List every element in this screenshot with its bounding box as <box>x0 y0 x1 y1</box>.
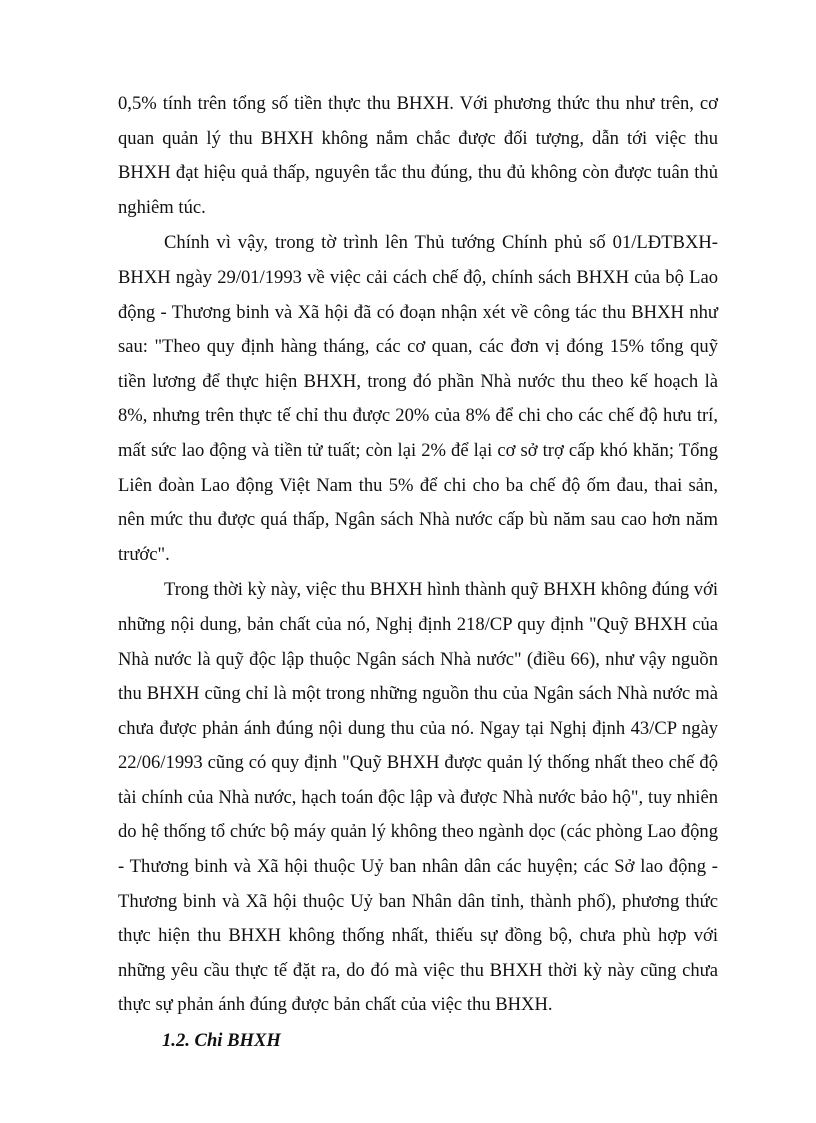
paragraph-1: 0,5% tính trên tổng số tiền thực thu BHXH. Với phương thức thu như trên, cơ quan quản lý thu BHXH không nắm chắc được đối tượng, dẫn tới việc thu BHXH đạt hiệu quả thấp, nguyên tắc thu đúng, thu đủ không còn được tuân thủ nghiêm túc. <box>118 93 718 218</box>
paragraph-3: Trong thời kỳ này, việc thu BHXH hình thành quỹ BHXH không đúng với những nội dung, bản chất của nó, Nghị định 218/CP quy định "Quỹ BHXH của Nhà nước là quỹ độc lập thuộc Ngân sách Nhà nước" (điều 66), như vậy nguồn thu BHXH cũng chỉ là một trong những nguồn thu của Ngân sách Nhà nước mà chưa được phản ánh đúng nội dung thu của nó. Ngay tại Nghị định 43/CP ngày 22/06/1993 cũng có quy định "Quỹ BHXH được quản lý thống nhất theo chế độ tài chính của Nhà nước, hạch toán độc lập và được Nhà nước bảo hộ", tuy nhiên do hệ thống tổ chức bộ máy quản lý không theo ngành dọc (các phòng Lao động - Thương binh và Xã hội thuộc Uỷ ban nhân dân các huyện; các Sở lao động - Thương binh và Xã hội thuộc Uỷ ban Nhân dân tỉnh, thành phố), phương thức thực hiện thu BHXH không thống nhất, thiếu sự đồng bộ, chưa phù hợp với những yêu cầu thực tế đặt ra, do đó mà việc thu BHXH thời kỳ này cũng chưa thực sự phản ánh đúng được bản chất của việc thu BHXH. <box>118 579 718 1016</box>
document-page <box>118 87 718 1059</box>
section-heading: 1.2. Chi BHXH <box>162 1030 281 1052</box>
paragraph-2: Chính vì vậy, trong tờ trình lên Thủ tướng Chính phủ số 01/LĐTBXH-BHXH ngày 29/01/1993 về việc cải cách chế độ, chính sách BHXH của bộ Lao động - Thương binh và Xã hội đã có đoạn nhận xét về công tác thu BHXH như sau: "Theo quy định hàng tháng, các cơ quan, các đơn vị đóng 15% tổng quỹ tiền lương để thực hiện BHXH, trong đó phần Nhà nước thu theo kế hoạch là 8%, nhưng trên thực tế chỉ thu được 20% của 8% để chi cho các chế độ hưu trí, mất sức lao động và tiền tử tuất; còn lại 2% để lại cơ sở trợ cấp khó khăn; Tổng Liên đoàn Lao động Việt Nam thu 5% để chi cho ba chế độ ốm đau, thai sản, nên mức thu được quá thấp, Ngân sách Nhà nước cấp bù năm sau cao hơn năm trước". <box>118 232 718 565</box>
